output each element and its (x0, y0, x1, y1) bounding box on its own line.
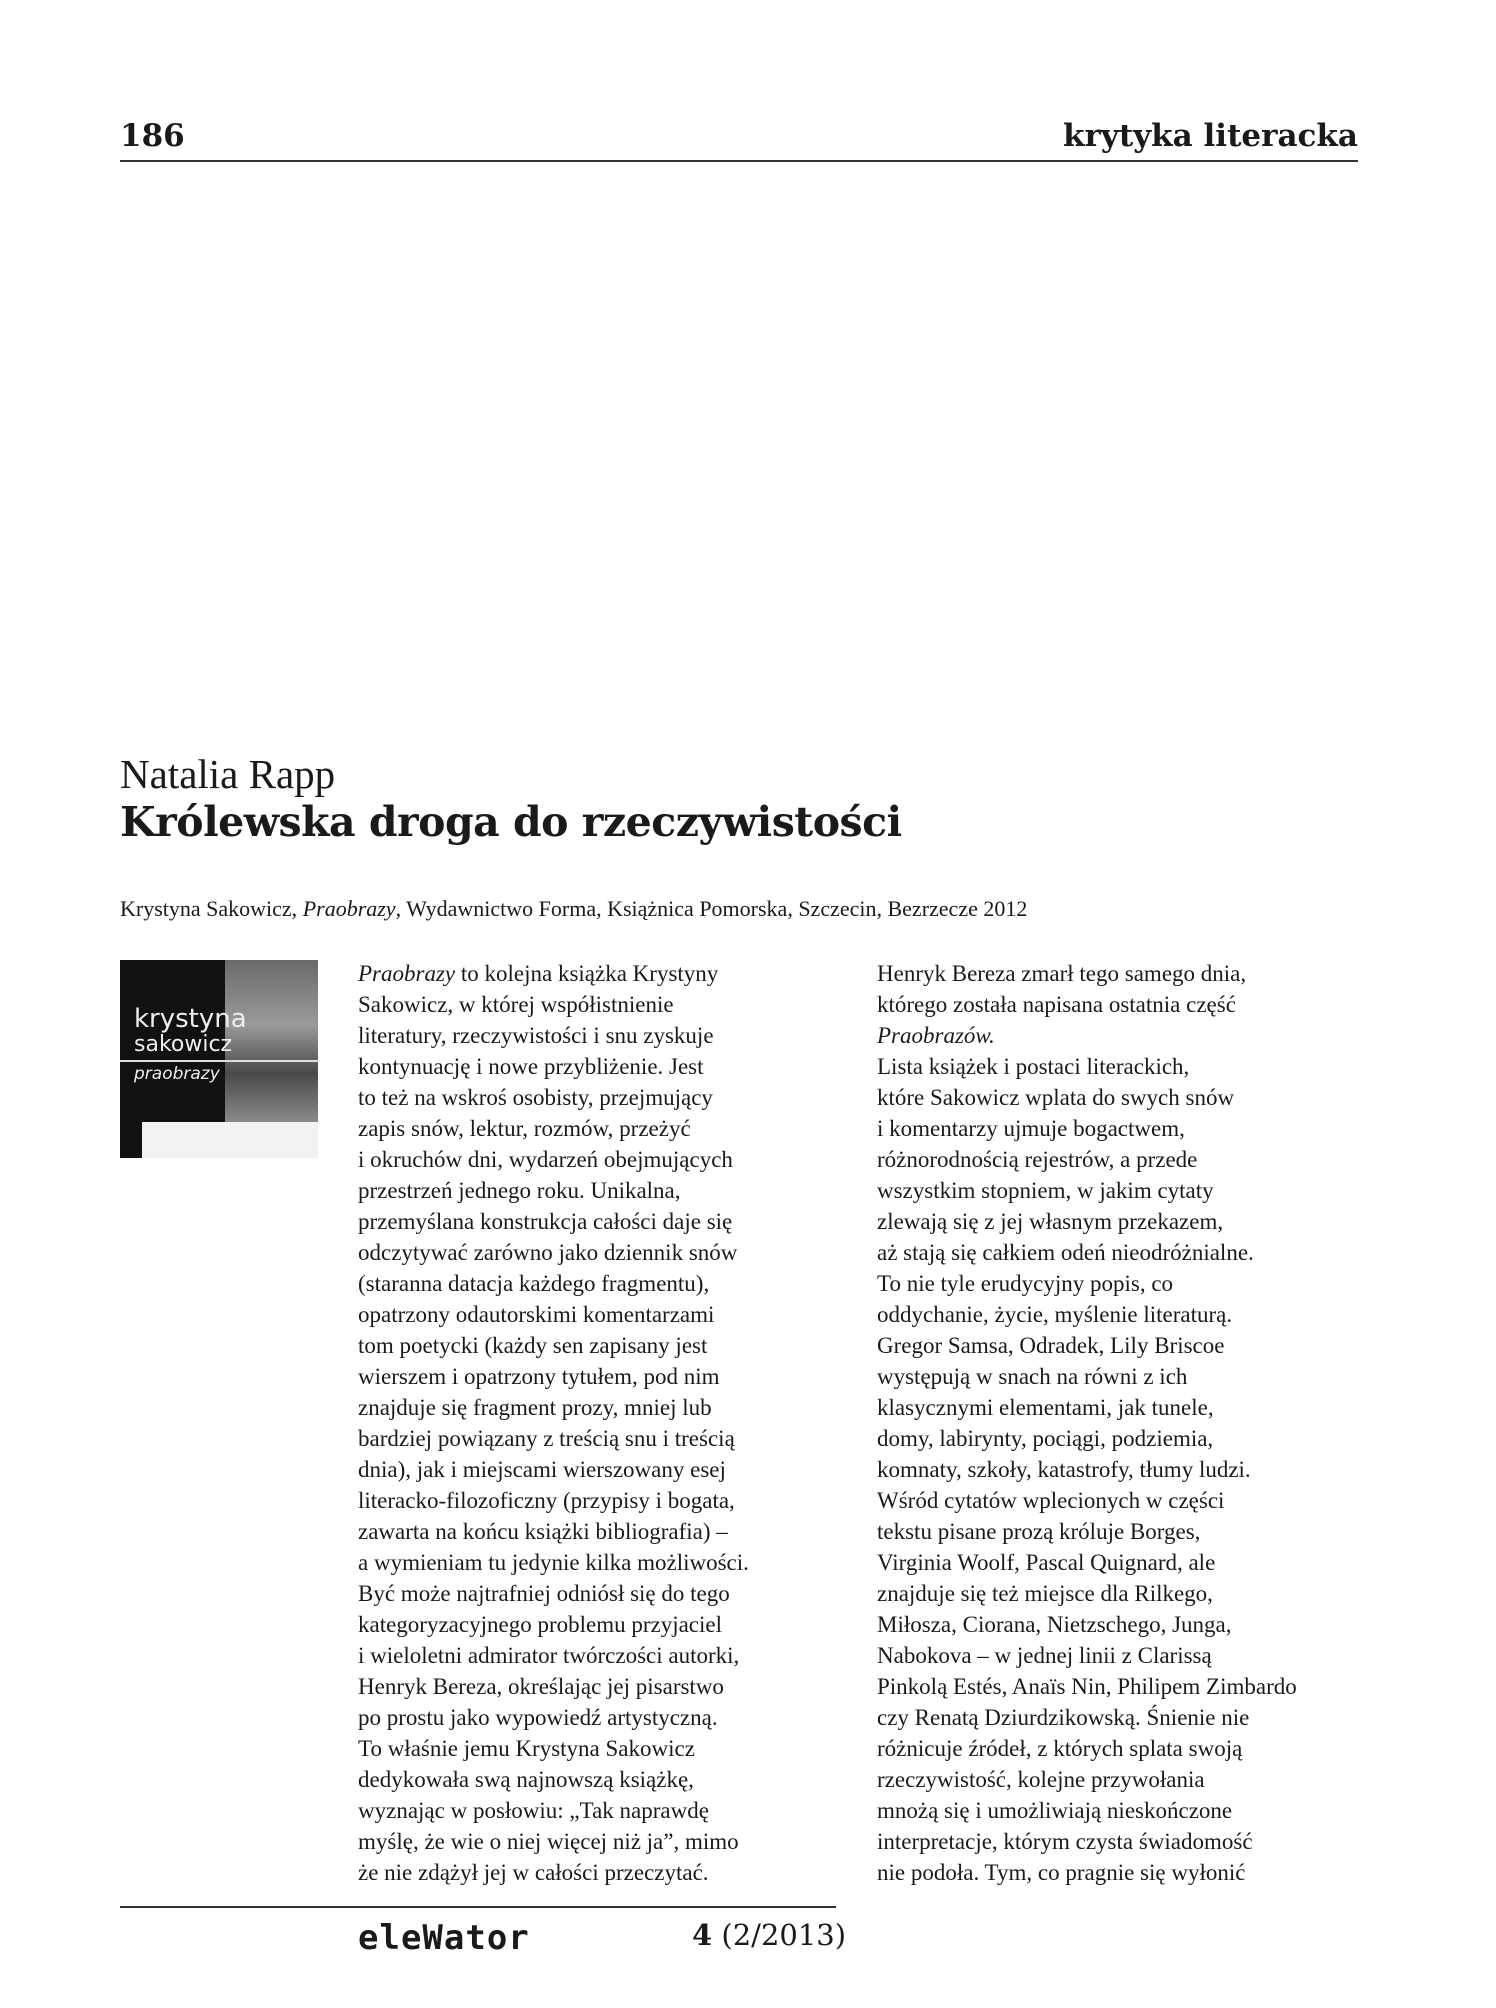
text-line: Gregor Samsa, Odradek, Lily Briscoe (877, 1333, 1225, 1358)
text-line: różnorodnością rejestrów, a przede (877, 1147, 1198, 1172)
text-line: tom poetycki (każdy sen zapisany jest (358, 1333, 708, 1358)
magazine-logo: eleWator (358, 1918, 530, 1958)
text-line: literacko-filozoficzny (przypisy i bogata, (358, 1488, 735, 1513)
text-line: literatury, rzeczywistości i snu zyskuje (358, 1023, 714, 1048)
text-line: dedykowała swą najnowszą książkę, (358, 1767, 694, 1792)
text-line: klasycznymi elementami, jak tunele, (877, 1395, 1214, 1420)
page-number: 186 (120, 118, 185, 154)
text-line: Nabokova – w jednej linii z Clarissą (877, 1643, 1212, 1668)
cover-bottom-strip (142, 1122, 318, 1158)
text-line: dnia), jak i miejscami wierszowany esej (358, 1457, 726, 1482)
text-line: którego została napisana ostatnia część (877, 992, 1236, 1017)
text-line: kontynuację i nowe przybliżenie. Jest (358, 1054, 704, 1079)
text-line: występują w snach na równi z ich (877, 1364, 1188, 1389)
text-line: po prostu jako wypowiedź artystyczną. (358, 1705, 718, 1730)
text-line: czy Renatą Dziurdzikowską. Śnienie nie (877, 1705, 1250, 1730)
article-author: Natalia Rapp (120, 751, 336, 797)
text-line: wierszem i opatrzony tytułem, pod nim (358, 1364, 720, 1389)
text-line: bardziej powiązany z treścią snu i treścią (358, 1426, 735, 1451)
cover-corner-square (120, 1136, 142, 1158)
bibliographic-note (120, 896, 1027, 922)
text-line: domy, labirynty, pociągi, podziemia, (877, 1426, 1214, 1451)
text-line: (staranna datacja każdego fragmentu), (358, 1271, 710, 1296)
text-line: znajduje się fragment prozy, mniej lub (358, 1395, 712, 1420)
book-title-italic: Praobrazy (358, 961, 456, 986)
text-line: rzeczywistość, kolejne przywołania (877, 1767, 1205, 1792)
text-line: Henryk Bereza, określając jej pisarstwo (358, 1674, 724, 1699)
text-line: Virginia Woolf, Pascal Quignard, ale (877, 1550, 1216, 1575)
text-line: Miłosza, Ciorana, Nietzschego, Junga, (877, 1612, 1232, 1637)
text-line: tekstu pisane prozą króluje Borges, (877, 1519, 1201, 1544)
text-line: które Sakowicz wplata do swych snów (877, 1085, 1235, 1110)
text-line: i okruchów dni, wydarzeń obejmujących (358, 1147, 733, 1172)
cover-text-line3: praobrazy (134, 1064, 220, 1084)
text-line: mnożą się i umożliwiają nieskończone (877, 1798, 1233, 1823)
issue-info (692, 1918, 846, 1952)
issue-date: (2/2013) (712, 1918, 847, 1952)
body-column-1 (358, 958, 828, 1888)
text-line: komnaty, szkoły, katastrofy, tłumy ludzi. (877, 1457, 1251, 1482)
text-line: odczytywać zarówno jako dziennik snów (358, 1240, 738, 1265)
book-title-italic: Praobrazów. (877, 1023, 995, 1048)
text-line: to też na wskroś osobisty, przejmujący (358, 1085, 713, 1110)
text-line: znajduje się też miejsce dla Rilkego, (877, 1581, 1213, 1606)
text-line: a wymieniam tu jedynie kilka możliwości. (358, 1550, 749, 1575)
text-line: zapis snów, lektur, rozmów, przeżyć (358, 1116, 691, 1141)
cover-text-line1: krystyna (134, 1004, 247, 1034)
text-line: nie podoła. Tym, co pragnie się wyłonić (877, 1860, 1246, 1885)
text-line: zlewają się z jej własnym przekazem, (877, 1209, 1224, 1234)
text-line: Być może najtrafniej odniósł się do tego (358, 1581, 730, 1606)
text-line: interpretacje, którym czysta świadomość (877, 1829, 1253, 1854)
section-title: krytyka literacka (1063, 118, 1358, 154)
text-line: wszystkim stopniem, w jakim cytaty (877, 1178, 1214, 1203)
text-line: Sakowicz, w której współistnienie (358, 992, 674, 1017)
text-line: kategoryzacyjnego problemu przyjaciel (358, 1612, 723, 1637)
footer-divider (120, 1906, 836, 1908)
body-column-2 (877, 958, 1367, 1888)
text-line: opatrzony odautorskimi komentarzami (358, 1302, 715, 1327)
biblio-post: , Wydawnictwo Forma, Książnica Pomorska, Szczecin, Bezrzecze 2012 (395, 896, 1028, 921)
issue-number: 4 (692, 1918, 713, 1952)
article-title: Królewska droga do rzeczywistości (120, 798, 902, 846)
text-fragment: to kolejna książka Krystyny (455, 961, 719, 986)
biblio-pre: Krystyna Sakowicz, (120, 896, 303, 921)
text-line: Pinkolą Estés, Anaïs Nin, Philipem Zimbardo (877, 1674, 1297, 1699)
text-line: oddychanie, życie, myślenie literaturą. (877, 1302, 1233, 1327)
text-line: przestrzeń jednego roku. Unikalna, (358, 1178, 681, 1203)
text-line: To właśnie jemu Krystyna Sakowicz (358, 1736, 695, 1761)
page-header (120, 112, 1358, 162)
text-line: i wieloletni admirator twórczości autorki, (358, 1643, 740, 1668)
text-line: wyznając w posłowiu: „Tak naprawdę (358, 1798, 709, 1823)
text-line: Wśród cytatów wplecionych w części (877, 1488, 1225, 1513)
text-line: zawarta na końcu książki bibliografia) – (358, 1519, 728, 1544)
text-line: różnicuje źródeł, z których splata swoją (877, 1736, 1243, 1761)
cover-photo-area (225, 960, 318, 1122)
text-line (358, 958, 828, 989)
text-line: Henryk Bereza zmarł tego samego dnia, (877, 961, 1247, 986)
text-line: że nie zdążył jej w całości przeczytać. (358, 1860, 709, 1885)
cover-text-line2: sakowicz (134, 1032, 233, 1057)
text-line: przemyślana konstrukcja całości daje się (358, 1209, 733, 1234)
text-line: To nie tyle erudycyjny popis, co (877, 1271, 1174, 1296)
biblio-book-title: Praobrazy (302, 896, 396, 921)
text-line: aż stają się całkiem odeń nieodróżnialne. (877, 1240, 1254, 1265)
book-cover-image (120, 960, 318, 1158)
text-line: i komentarzy ujmuje bogactwem, (877, 1116, 1185, 1141)
text-line: myślę, że wie o niej więcej niż ja”, mimo (358, 1829, 739, 1854)
text-line: Lista książek i postaci literackich, (877, 1054, 1190, 1079)
cover-band (120, 1060, 318, 1062)
